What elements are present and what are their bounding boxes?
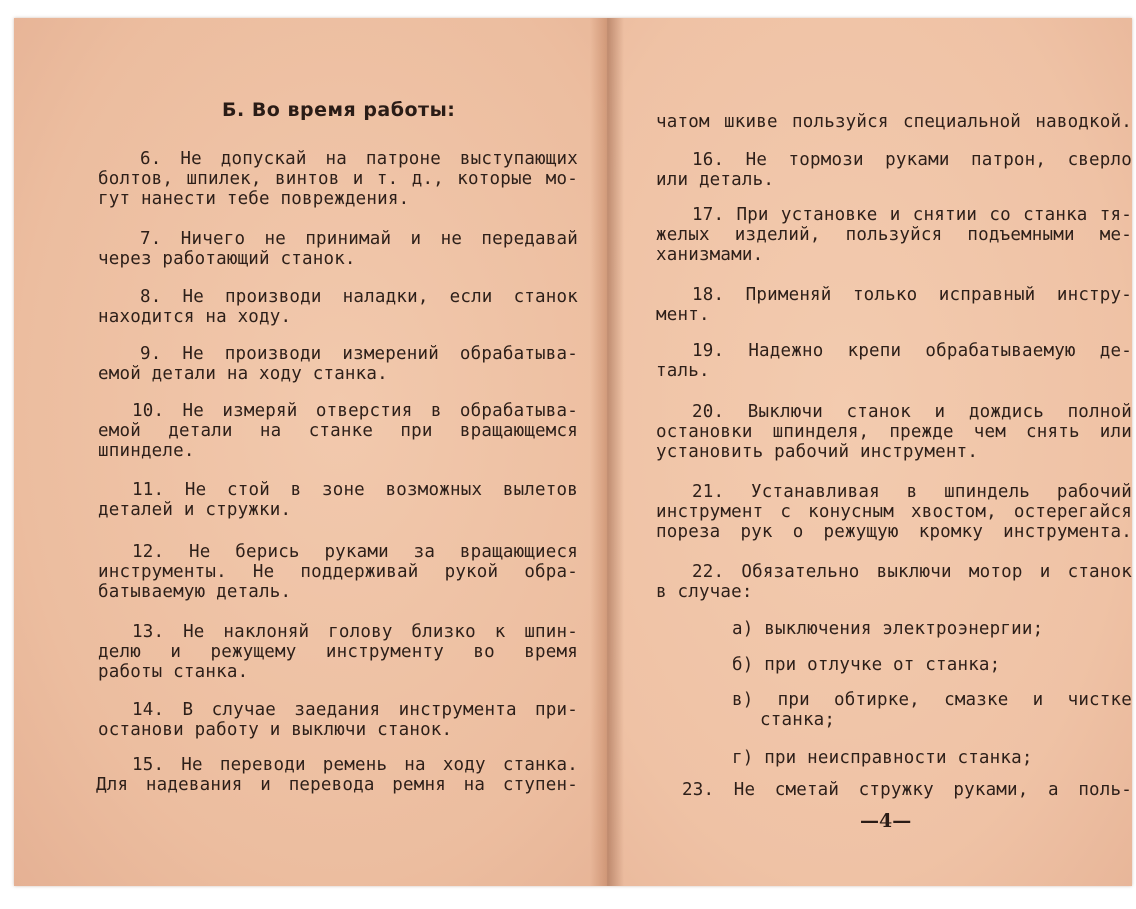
rule-13 <box>98 622 578 682</box>
rule-line: 21. Устанавливая в шпиндель рабочий <box>692 482 1132 502</box>
rule-7 <box>98 229 578 269</box>
rule-14 <box>98 700 578 740</box>
rule-line: 23. Не сметай стружку руками, а поль- <box>682 780 1132 800</box>
rule-line: установить рабочий инструмент. <box>656 442 979 462</box>
rule-6 <box>98 149 578 209</box>
rule-line: емой детали на станке при вращающемся <box>98 421 578 441</box>
rule-8 <box>98 287 578 327</box>
rule-line: находится на ходу. <box>98 307 292 327</box>
rule-line: пореза рук о режущую кромку инструмента. <box>656 522 1132 542</box>
rule-line: 12. Не берись руками за вращающиеся <box>132 542 578 562</box>
rule-15 <box>96 755 578 795</box>
rule-line: чатом шкиве пользуйся специальной наводкой. <box>656 112 1132 132</box>
rule-line: инструменты. Не поддерживай рукой обра- <box>98 562 578 582</box>
rule-line: в) при обтирке, смазке и чистке <box>732 690 1132 710</box>
rule-line: шпинделе. <box>98 441 195 461</box>
rule-line: 22. Обязательно выключи мотор и станок <box>692 562 1132 582</box>
rule-line: 10. Не измеряй отверстия в обрабатыва- <box>132 401 578 421</box>
rule-line: 11. Не стой в зоне возможных вылетов <box>132 480 578 500</box>
rule-line: инструмент с конусным хвостом, остерегайся <box>656 502 1132 522</box>
rule-line: остановки шпинделя, прежде чем снять или <box>656 422 1132 442</box>
rule-22-item-g <box>732 748 1132 768</box>
rule-19 <box>656 341 1132 381</box>
rule-12 <box>98 542 578 602</box>
rule-line: ханизмами. <box>656 245 764 265</box>
rule-line: через работающий станок. <box>98 249 356 269</box>
rule-line: 6. Не допускай на патроне выступающих <box>140 149 578 169</box>
rule-line: 7. Ничего не принимай и не передавай <box>140 229 578 249</box>
rule-15-continued <box>656 112 1132 132</box>
rule-17 <box>656 205 1132 265</box>
rule-line: 13. Не наклоняй голову близко к шпин- <box>132 622 578 642</box>
rule-10 <box>98 401 578 461</box>
rule-line: станка; <box>760 710 836 730</box>
rule-18 <box>656 285 1132 325</box>
rule-22-item-a <box>732 619 1132 639</box>
rule-22-item-v <box>732 690 1132 730</box>
rule-line: Для надевания и перевода ремня на ступен- <box>96 775 578 795</box>
rule-23 <box>656 780 1132 800</box>
rule-line: 19. Надежно крепи обрабатываемую де- <box>692 341 1132 361</box>
rule-line: 15. Не переводи ремень на ходу станка. <box>132 755 578 775</box>
rule-line: в случае: <box>656 582 753 602</box>
rule-line: 8. Не производи наладки, если станок <box>140 287 578 307</box>
rule-line: батываемую деталь. <box>98 582 292 602</box>
rule-line: или деталь. <box>656 170 775 190</box>
rule-11 <box>98 480 578 520</box>
rule-line: г) при неисправности станка; <box>732 748 1033 768</box>
rule-line: 17. При установке и снятии со станка тя- <box>692 205 1132 225</box>
rule-line: 9. Не производи измерений обрабатыва- <box>140 344 578 364</box>
rule-22 <box>656 562 1132 602</box>
rule-line: а) выключения электроэнергии; <box>732 619 1044 639</box>
rule-20 <box>656 402 1132 462</box>
section-heading: Б. Во время работы: <box>222 99 456 121</box>
rule-line: мент. <box>656 305 710 325</box>
rule-line: делю и режущему инструменту во время <box>98 642 578 662</box>
rule-line: б) при отлучке от станка; <box>732 655 1001 675</box>
rule-16 <box>656 150 1132 190</box>
page-number: —4— <box>860 810 912 832</box>
rule-line: желых изделий, пользуйся подъемными ме- <box>656 225 1132 245</box>
rule-22-item-b <box>732 655 1132 675</box>
rule-line: 20. Выключи станок и дождись полной <box>692 402 1132 422</box>
rule-line: 16. Не тормози руками патрон, сверло <box>692 150 1132 170</box>
rule-line: останови работу и выключи станок. <box>98 720 453 740</box>
rule-line: болтов, шпилек, винтов и т. д., которые мо- <box>98 169 578 189</box>
rule-line: деталей и стружки. <box>98 500 292 520</box>
rule-9 <box>98 344 578 384</box>
rule-line: 14. В случае заедания инструмента при- <box>132 700 578 720</box>
rule-line: гут нанести тебе повреждения. <box>98 189 410 209</box>
book-gutter <box>590 18 624 886</box>
rule-line: работы станка. <box>98 662 249 682</box>
rule-line: 18. Применяй только исправный инстру- <box>692 285 1132 305</box>
rule-21 <box>656 482 1132 542</box>
rule-line: таль. <box>656 361 710 381</box>
rule-line: емой детали на ходу станка. <box>98 364 388 384</box>
